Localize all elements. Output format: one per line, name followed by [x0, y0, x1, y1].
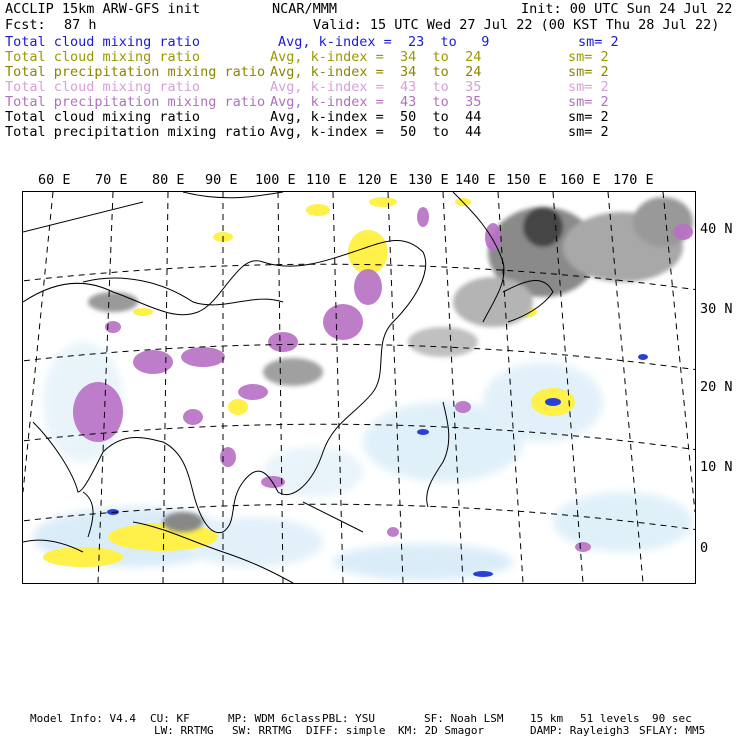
longitude-label: 120 E [357, 172, 398, 188]
legend-smoothing: sm= 2 [568, 49, 609, 65]
model-info-item: DIFF: simple [306, 724, 386, 737]
legend-field: Total precipitation mixing ratio [5, 124, 266, 140]
model-info-item: 15 km [530, 712, 564, 725]
legend-smoothing: sm= 2 [568, 64, 609, 80]
organization: NCAR/MMM [272, 1, 338, 17]
map-panel [22, 191, 696, 584]
legend-field: Total precipitation mixing ratio [5, 64, 266, 80]
legend-avg: Avg, k-index = 50 to 44 [270, 124, 482, 140]
longitude-label: 160 E [560, 172, 601, 188]
model-info-item: MP: WDM 6class [228, 712, 321, 725]
longitude-label: 150 E [506, 172, 547, 188]
longitude-label: 70 E [95, 172, 128, 188]
forecast-label: Fcst: [5, 17, 46, 33]
legend-field: Total cloud mixing ratio [5, 79, 201, 95]
longitude-label: 130 E [408, 172, 449, 188]
legend-avg: Avg, k-index = 34 to 24 [270, 64, 482, 80]
latitude-label: 0 [700, 540, 709, 556]
legend-smoothing: sm= 2 [578, 34, 619, 50]
model-info-item: SFLAY: MM5 [639, 724, 706, 737]
legend-smoothing: sm= 2 [568, 124, 609, 140]
latitude-label: 10 N [700, 459, 733, 475]
legend-smoothing: sm= 2 [568, 109, 609, 125]
model-info-item: 51 levels [580, 712, 640, 725]
legend-field: Total cloud mixing ratio [5, 49, 201, 65]
model-info-item: 90 sec [652, 712, 692, 725]
legend-field: Total cloud mixing ratio [5, 34, 201, 50]
longitude-label: 140 E [455, 172, 496, 188]
latitude-label: 30 N [700, 301, 733, 317]
legend-avg: Avg, k-index = 43 to 35 [270, 94, 482, 110]
model-info-item: SF: Noah LSM [424, 712, 504, 725]
model-info-item: LW: RRTMG [154, 724, 214, 737]
longitude-label: 80 E [152, 172, 185, 188]
map-canvas [23, 192, 695, 583]
longitude-label: 100 E [255, 172, 296, 188]
latitude-label: 20 N [700, 379, 733, 395]
model-info-item: KM: 2D Smagor [398, 724, 485, 737]
legend-smoothing: sm= 2 [568, 79, 609, 95]
model-info-item: DAMP: Rayleigh3 [530, 724, 630, 737]
forecast-hours: 87 h [64, 17, 97, 33]
model-info-item: Model Info: V4.4 [30, 712, 136, 725]
longitude-label: 90 E [205, 172, 238, 188]
init-time: Init: 00 UTC Sun 24 Jul 22 [521, 1, 733, 17]
longitude-label: 60 E [38, 172, 71, 188]
legend-avg: Avg, k-index = 23 to 9 [278, 34, 490, 50]
legend-smoothing: sm= 2 [568, 94, 609, 110]
legend-field: Total cloud mixing ratio [5, 109, 201, 125]
longitude-label: 110 E [306, 172, 347, 188]
legend-avg: Avg, k-index = 43 to 35 [270, 79, 482, 95]
model-info-item: CU: KF [150, 712, 190, 725]
legend-avg: Avg, k-index = 50 to 44 [270, 109, 482, 125]
latitude-label: 40 N [700, 221, 733, 237]
longitude-label: 170 E [613, 172, 654, 188]
model-info-item: SW: RRTMG [232, 724, 292, 737]
legend-avg: Avg, k-index = 34 to 24 [270, 49, 482, 65]
valid-time: Valid: 15 UTC Wed 27 Jul 22 (00 KST Thu 28 Jul 22) [313, 17, 720, 33]
model-title: ACCLIP 15km ARW-GFS init [5, 1, 201, 17]
legend-field: Total precipitation mixing ratio [5, 94, 266, 110]
model-info-item: PBL: YSU [322, 712, 375, 725]
